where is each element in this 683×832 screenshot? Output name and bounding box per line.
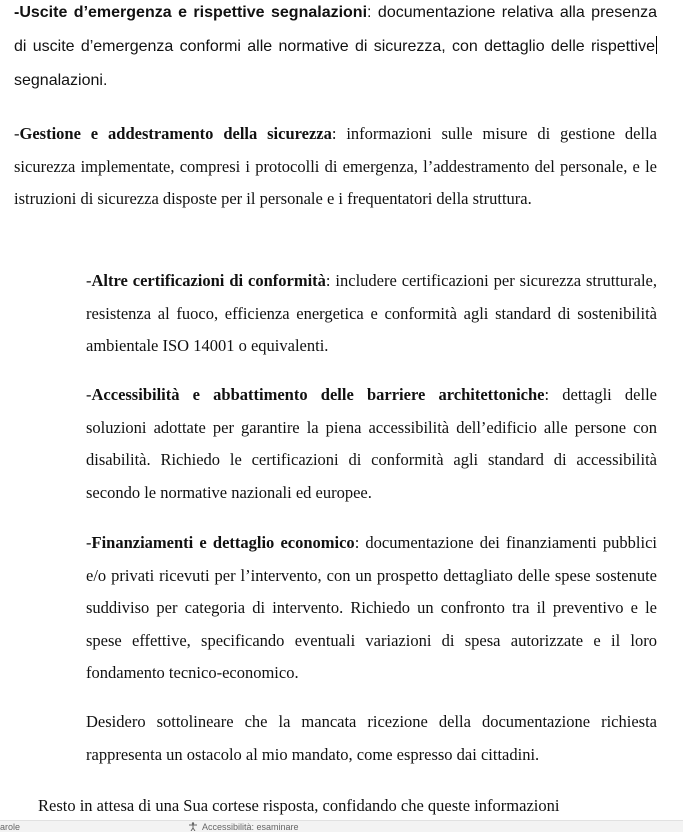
status-word-count[interactable]: arole (0, 822, 21, 832)
paragraph-emergency-exits[interactable] (14, 0, 657, 98)
paragraph-heading: Accessibilità e abbattimento delle barriere architettoniche (91, 385, 545, 404)
paragraph-body: : includere certificazioni per sicurezza strutturale, resistenza al fuoco, efficienza energetica e conformità agli standard di sostenibilità ambientale ISO 14001 o equivalenti. (86, 271, 657, 355)
paragraph-body: : dettagli delle soluzioni adottate per garantire la piena accessibilità dell’edificio alle persone con disabilità. Richiedo le certificazioni di conformità agli standard di accessibilità secondo le normative nazionali ed europee. (86, 385, 657, 502)
paragraph-body: : documentazione dei finanziamenti pubblici e/o privati ricevuti per l’intervento, con un prospetto dettagliato delle spese sostenute suddiviso per categoria di intervento. Richiedo un confronto tra il preventivo e le spese effettive, specificando eventuali variazioni di spesa autorizzate e il loro fondamento tecnico-economico. (86, 533, 657, 682)
paragraph-dash: - (86, 385, 92, 404)
paragraph-financing[interactable] (86, 527, 657, 690)
paragraph-closing[interactable] (14, 790, 657, 823)
status-accessibility[interactable]: Accessibilità: esaminare (202, 822, 299, 832)
paragraph-body: : informazioni sulle misure di gestione della sicurezza implementate, compresi i protocolli di emergenza, l’addestramento del personale, e le istruzioni di sicurezza disposte per il personale e i frequentatori della struttura. (14, 124, 657, 208)
paragraph-emphasis[interactable] (86, 706, 657, 771)
paragraph-heading: Altre certificazioni di conformità (91, 271, 326, 290)
accessibility-icon (188, 822, 198, 831)
paragraph-dash: - (86, 533, 92, 552)
paragraph-heading: Gestione e addestramento della sicurezza (19, 124, 332, 143)
paragraph-dash: - (14, 124, 20, 143)
paragraph-accessibility[interactable] (86, 379, 657, 509)
paragraph-heading: Finanziamenti e dettaglio economico (91, 533, 355, 552)
paragraph-body-end: segnalazioni. (14, 72, 108, 89)
paragraph-dash: - (86, 271, 92, 290)
paragraph-safety-management[interactable] (14, 118, 657, 216)
paragraph-heading: -Uscite d’emergenza e rispettive segnalazioni (14, 4, 368, 21)
paragraph-body: Resto in attesa di una Sua cortese risposta, confidando che queste informazioni (38, 796, 560, 815)
text-cursor (656, 36, 657, 54)
paragraph-other-certifications[interactable] (86, 265, 657, 363)
status-bar (0, 820, 683, 832)
paragraph-body: : documentazione relativa alla presenza di uscite d’emergenza conformi alle normative di sicurezza, con dettaglio delle rispettive (14, 4, 657, 55)
paragraph-body: Desidero sottolineare che la mancata ricezione della documentazione richiesta rappresenta un ostacolo al mio mandato, come espresso dai cittadini. (86, 712, 657, 764)
